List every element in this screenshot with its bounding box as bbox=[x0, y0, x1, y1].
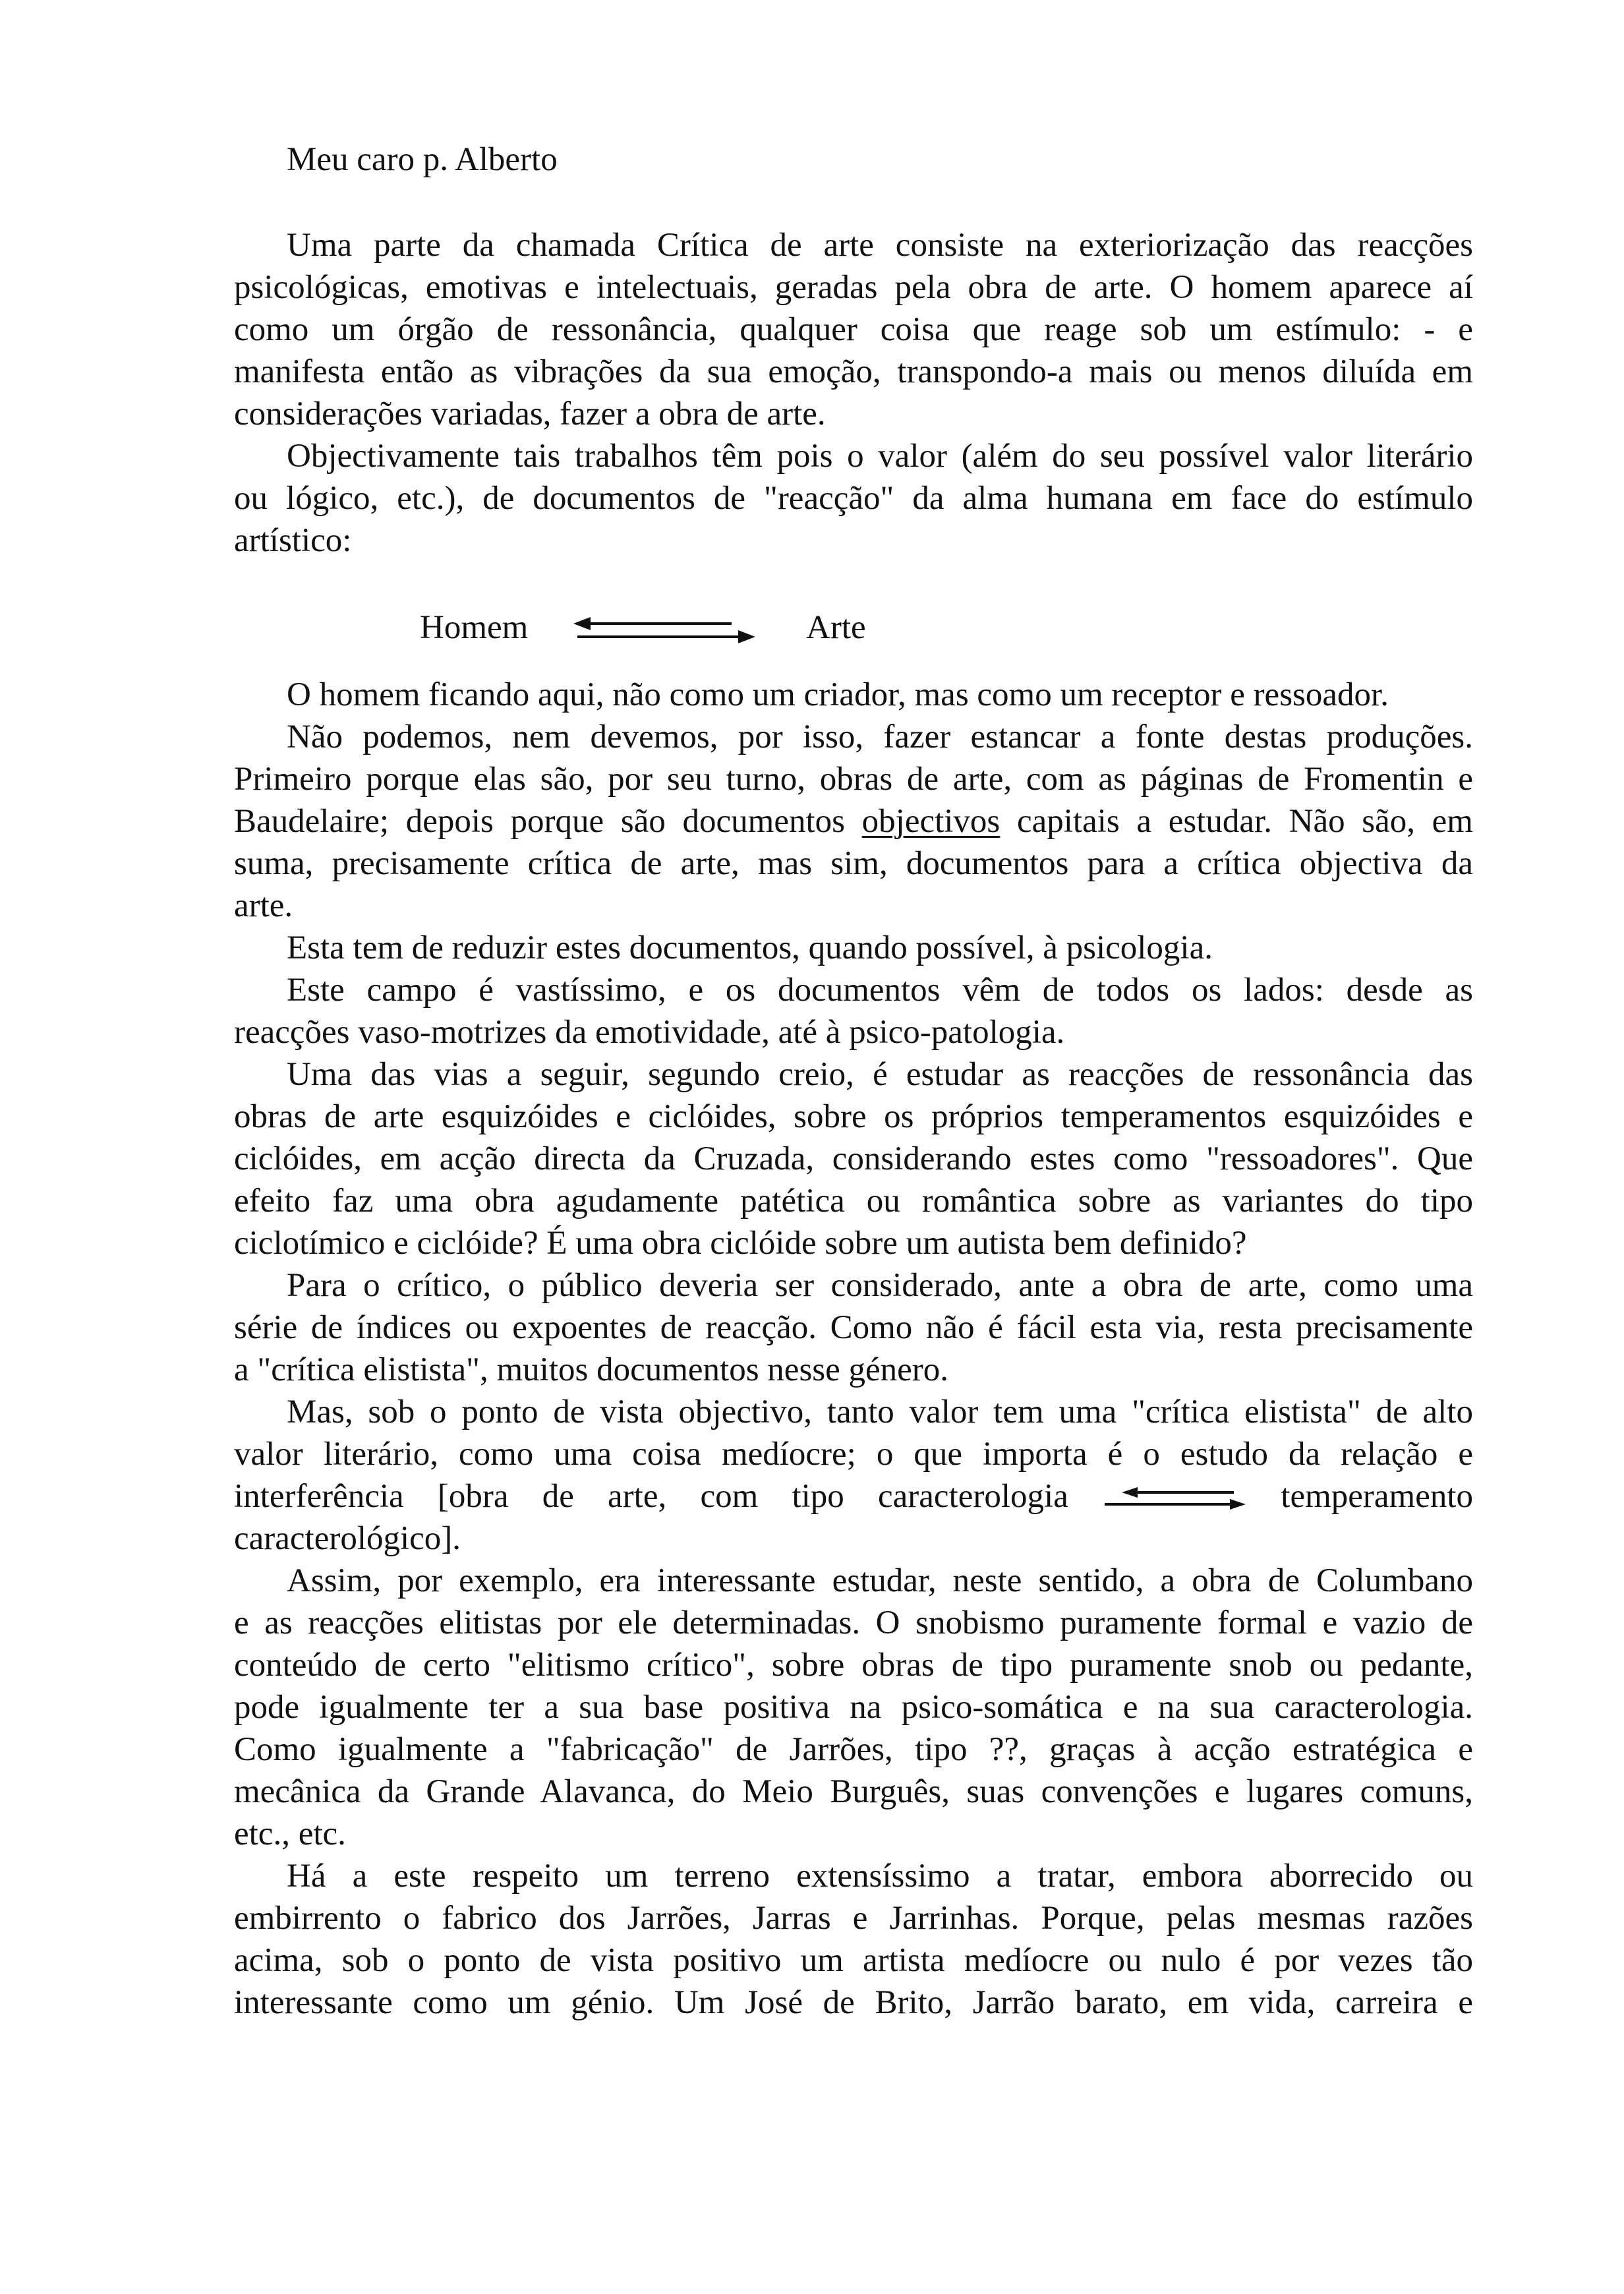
text-line: embirrento o fabrico dos Jarrões, Jarras e Jarrinhas. Porque, pelas mesmas razões bbox=[234, 1900, 1473, 1937]
text-line: O homem ficando aqui, não como um criador, mas como um receptor e ressoador. bbox=[287, 676, 1389, 713]
text-line: Objectivamente tais trabalhos têm pois o valor (além do seu possível valor literário bbox=[287, 438, 1473, 475]
text-line: pode igualmente ter a sua base positiva na psico-somática e na sua caracterologia. bbox=[234, 1689, 1473, 1726]
text-line: interessante como um génio. Um José de Brito, Jarrão barato, em vida, carreira e bbox=[234, 1984, 1473, 2021]
text-line: etc., etc. bbox=[234, 1815, 346, 1852]
text-line: Esta tem de reduzir estes documentos, quando possível, à psicologia. bbox=[287, 929, 1213, 966]
text-span: interferência [obra de arte, com tipo caracterologia bbox=[234, 1478, 1068, 1515]
text-line: Este campo é vastíssimo, e os documentos vêm de todos os lados: desde as bbox=[287, 972, 1473, 1009]
text-line: Mas, sob o ponto de vista objectivo, tanto valor tem uma "crítica elistista" de alto bbox=[287, 1394, 1473, 1430]
text-line: e as reacções elitistas por ele determinadas. O snobismo puramente formal e vazio de bbox=[234, 1604, 1473, 1641]
text-span: Baudelaire; depois porque são documentos bbox=[234, 803, 862, 840]
text-line bbox=[234, 1475, 1473, 1517]
text-line: Há a este respeito um terreno extensíssimo a tratar, embora aborrecido ou bbox=[287, 1858, 1473, 1895]
text-line: Uma parte da chamada Crítica de arte consiste na exteriorização das reacções bbox=[287, 227, 1473, 264]
paragraph-9 bbox=[234, 1391, 1473, 1560]
paragraph-10 bbox=[234, 1560, 1473, 1855]
text-line: obras de arte esquizóides e ciclóides, sobre os próprios temperamentos esquizóides e bbox=[234, 1098, 1473, 1135]
spacer bbox=[234, 181, 1473, 224]
text-line: Como igualmente a "fabricação" de Jarrões, tipo ??, graças à acção estratégica e bbox=[234, 1731, 1473, 1768]
greeting: Meu caro p. Alberto bbox=[287, 141, 558, 178]
text-span: capitais a estudar. Não são, em bbox=[1000, 803, 1473, 840]
text-line: efeito faz uma obra agudamente patética ou romântica sobre as variantes do tipo bbox=[234, 1183, 1473, 1220]
text-line: Para o crítico, o público deveria ser considerado, ante a obra de arte, como uma bbox=[287, 1267, 1473, 1304]
text-line: artístico: bbox=[234, 522, 352, 559]
paragraph-6 bbox=[234, 969, 1473, 1053]
text-line: Uma das vias a seguir, segundo creio, é estudar as reacções de ressonância das bbox=[287, 1056, 1473, 1093]
diagram-right-label: Arte bbox=[806, 609, 866, 646]
text-line: série de índices ou expoentes de reacção. Como não é fácil esta via, resta precisamente bbox=[234, 1309, 1473, 1346]
diagram-left-label: Homem bbox=[420, 609, 529, 646]
underlined-word: objectivos bbox=[861, 803, 1000, 840]
paragraph-1 bbox=[234, 224, 1473, 435]
paragraph-11 bbox=[234, 1855, 1473, 2024]
paragraph-7 bbox=[234, 1053, 1473, 1264]
text-line: arte. bbox=[234, 887, 293, 924]
bidirectional-arrow-icon bbox=[1102, 1486, 1247, 1512]
paragraph-5 bbox=[234, 927, 1473, 969]
text-line: Primeiro porque elas são, por seu turno, obras de arte, com as páginas de Fromentin e bbox=[234, 761, 1473, 798]
text-line: Assim, por exemplo, era interessante estudar, neste sentido, a obra de Columbano bbox=[287, 1562, 1473, 1599]
text-line: caracterológico]. bbox=[234, 1520, 461, 1557]
paragraph-4 bbox=[234, 716, 1473, 927]
text-line: conteúdo de certo "elitismo crítico", sobre obras de tipo puramente snob ou pedante, bbox=[234, 1647, 1473, 1684]
text-line: reacções vaso-motrizes da emotividade, até à psico-patologia. bbox=[234, 1014, 1065, 1051]
text-line: ou lógico, etc.), de documentos de "reacção" da alma humana em face do estímulo bbox=[234, 480, 1473, 517]
text-line bbox=[234, 800, 1473, 842]
paragraph-2 bbox=[234, 435, 1473, 562]
relation-diagram bbox=[234, 588, 1473, 674]
text-line: a "crítica elistista", muitos documentos nesse género. bbox=[234, 1351, 949, 1388]
text-line: ciclóides, em acção directa da Cruzada, considerando estes como "ressoadores". Que bbox=[234, 1140, 1473, 1177]
text-line: psicológicas, emotivas e intelectuais, geradas pela obra de arte. O homem aparece aí bbox=[234, 269, 1473, 306]
text-span: temperamento bbox=[1281, 1478, 1474, 1515]
letter-body bbox=[234, 138, 1473, 2024]
text-line: ciclotímico e ciclóide? É uma obra ciclóide sobre um autista bem definido? bbox=[234, 1225, 1247, 1262]
text-line: considerações variadas, fazer a obra de arte. bbox=[234, 396, 826, 432]
text-line: Não podemos, nem devemos, por isso, fazer estancar a fonte destas produções. bbox=[287, 719, 1473, 755]
text-line: suma, precisamente crítica de arte, mas sim, documentos para a crítica objectiva da bbox=[234, 845, 1473, 882]
paragraph-3 bbox=[234, 674, 1473, 716]
text-line: mecânica da Grande Alavanca, do Meio Burguês, suas convenções e lugares comuns, bbox=[234, 1773, 1473, 1810]
text-line: valor literário, como uma coisa medíocre; o que importa é o estudo da relação e bbox=[234, 1436, 1473, 1473]
bidirectional-arrow-icon bbox=[573, 614, 758, 647]
text-line: acima, sob o ponto de vista positivo um artista medíocre ou nulo é por vezes tão bbox=[234, 1942, 1473, 1979]
text-line: como um órgão de ressonância, qualquer coisa que reage sob um estímulo: - e bbox=[234, 311, 1473, 348]
paragraph-8 bbox=[234, 1264, 1473, 1391]
text-line: manifesta então as vibrações da sua emoção, transpondo-a mais ou menos diluída em bbox=[234, 353, 1473, 390]
